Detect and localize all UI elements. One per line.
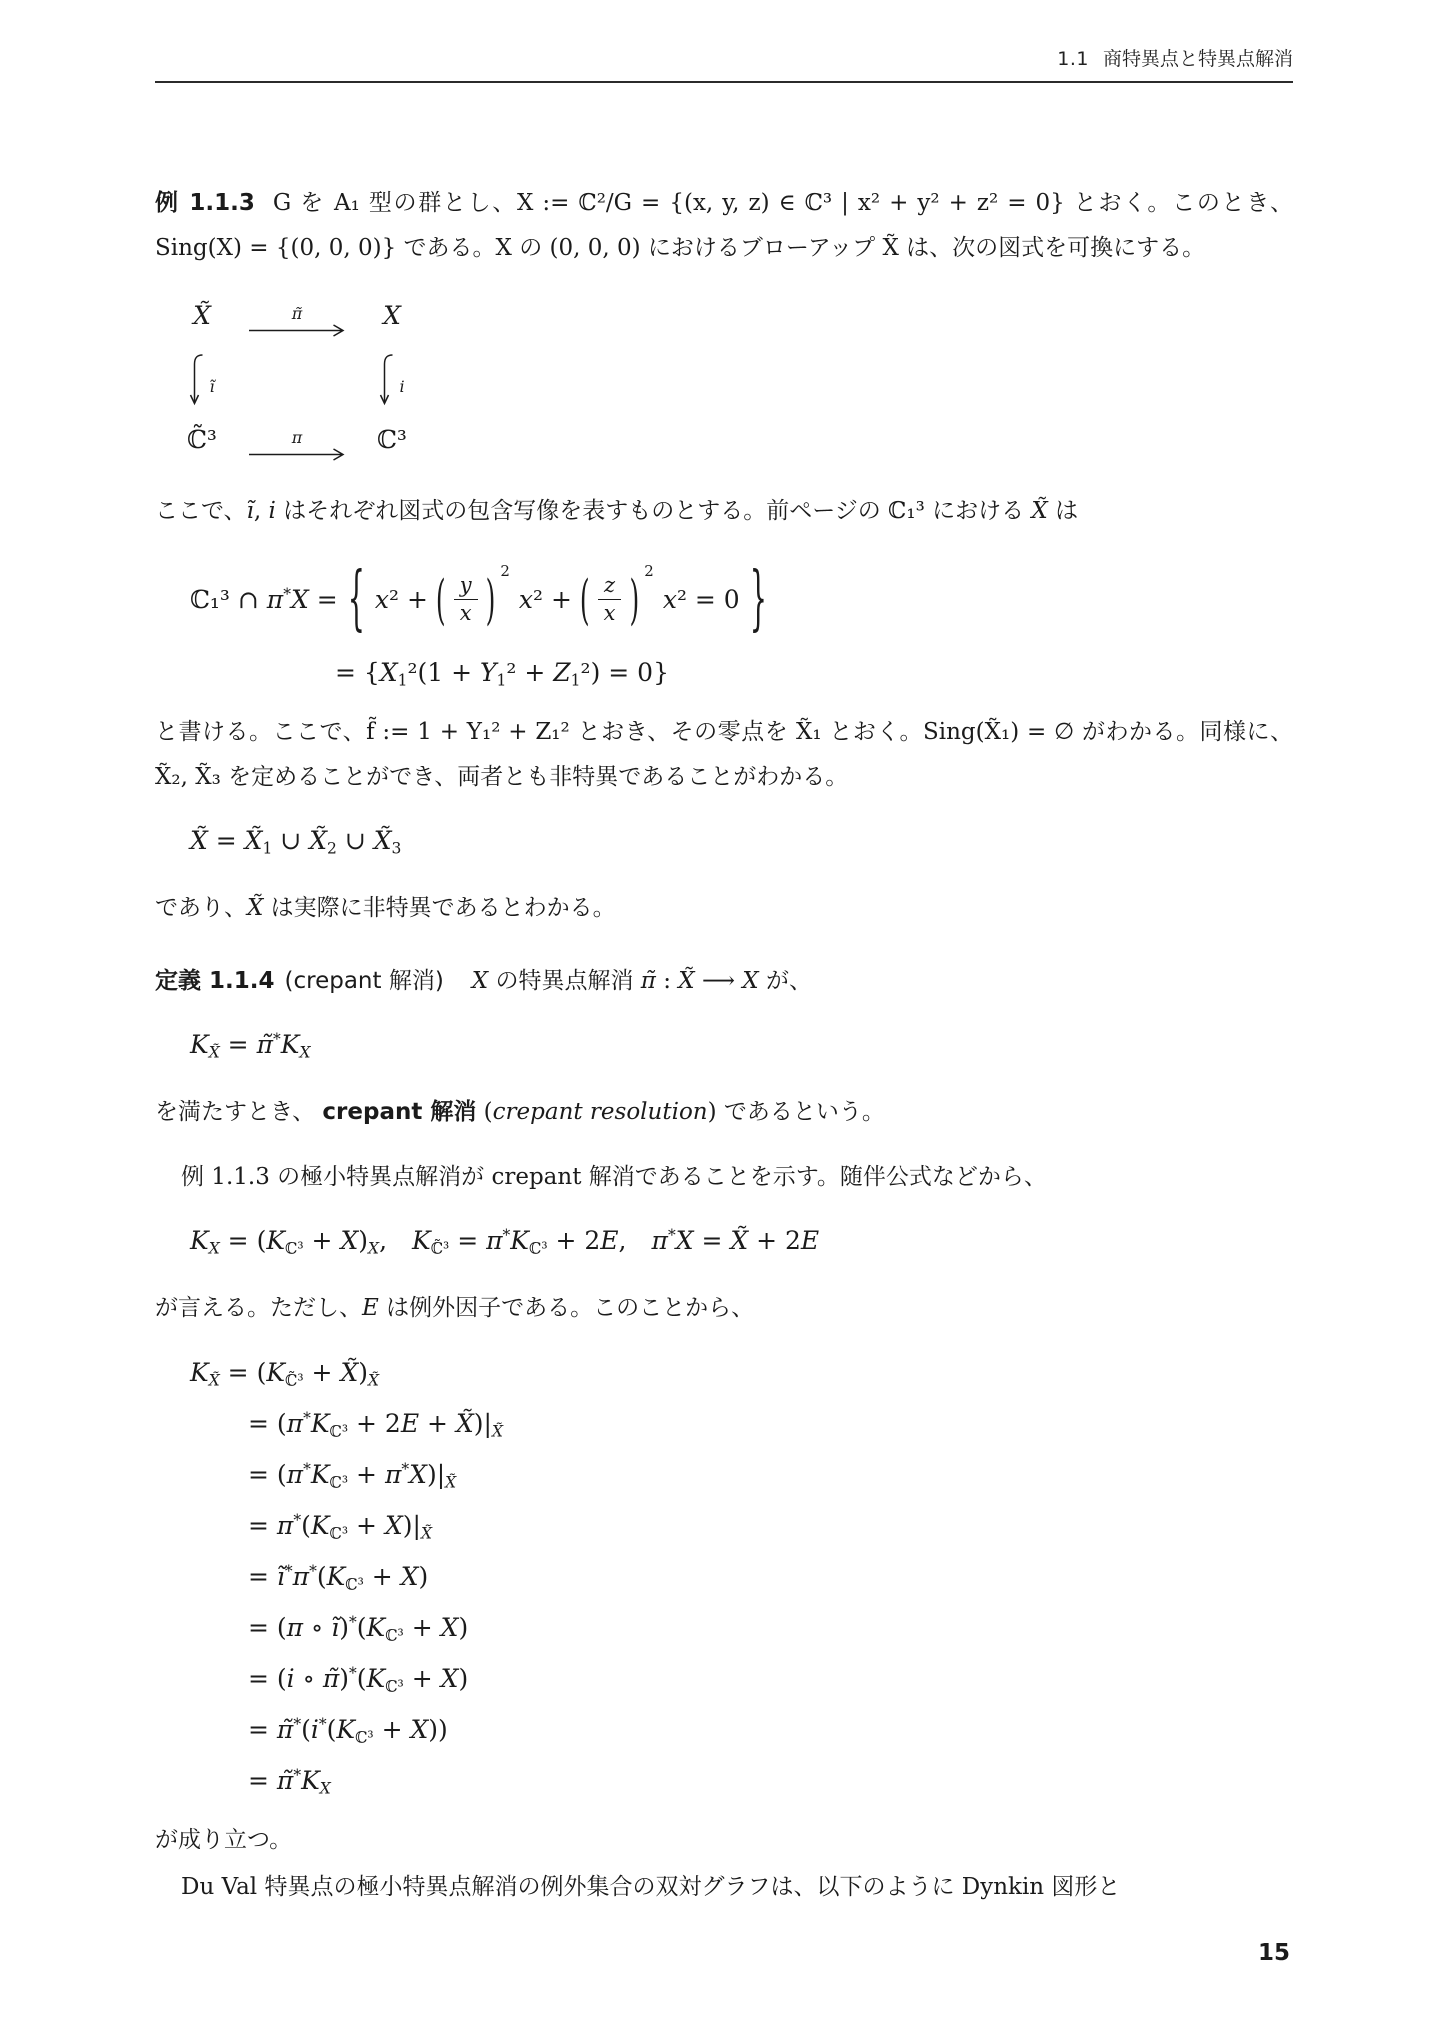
- exponent: 2: [644, 562, 654, 580]
- cd-left-hook-arrow: [163, 345, 241, 417]
- definition-label: 定義 1.1.4: [155, 968, 275, 994]
- derivation-line: = $\pi^*(K_{ℂ^3} + X)|_{X̃}$: [248, 1511, 432, 1543]
- paragraph-crepant: [155, 1090, 1293, 1135]
- paren-close: ): [485, 567, 496, 631]
- eq-term3: x² = 0: [662, 584, 740, 614]
- cd-node-x: X: [383, 300, 401, 330]
- definition-text: X の特異点解消 π̃ : X̃ ⟶ X が、: [471, 968, 812, 994]
- eq-term1: x² +: [374, 584, 428, 614]
- derivation-line: = $\pĩ^*K_X$: [248, 1766, 331, 1798]
- cd-node-c3: ℂ³: [377, 424, 407, 454]
- cd-bottom-arrow-label: π: [291, 428, 303, 447]
- equation-adjunction: $K_X = (K_{ℂ^3} + X)_X$, $K_{ℂ̃^3} = \pi^*K_{ℂ^3} + 2E$, π*X = X̃ + 2E: [190, 1226, 820, 1258]
- numerator: z: [598, 573, 621, 599]
- brace-close: }: [749, 558, 767, 640]
- denominator: x: [459, 600, 472, 625]
- fraction-y-over-x: [454, 573, 478, 624]
- page-number: 15: [1257, 1940, 1290, 1966]
- brace-open: {: [347, 558, 365, 640]
- definition-sublabel: (crepant 解消): [284, 968, 444, 994]
- crepant-pre: を満たすとき、: [155, 1099, 323, 1125]
- crepant-italic: crepant resolution: [492, 1099, 708, 1125]
- crepant-bold: crepant 解消: [322, 1099, 477, 1125]
- cd-bottom-arrow: [241, 417, 353, 469]
- eq-term2: x² +: [518, 584, 572, 614]
- paragraph-kokode: ここで、ĩ, i はそれぞれ図式の包含写像を表すものとする。前ページの ℂ₁³ における X̃ は: [155, 498, 1079, 524]
- cd-top-arrow-label: π̃: [291, 304, 303, 323]
- cd-right-arrow-label: i: [399, 376, 405, 396]
- derivation-line: = ($\pi^*K_{ℂ^3} + 2E$ + $X̃)|_{X̃}$: [248, 1409, 503, 1441]
- example-label: 例 1.1.3: [155, 190, 255, 216]
- hook-down-arrow-icon: [189, 352, 205, 410]
- right-arrow-icon: [247, 323, 347, 337]
- right-arrow-icon: [247, 447, 347, 461]
- fraction-z-over-x: [598, 573, 622, 624]
- eq-lhs: ℂ₁³ ∩ π*X =: [190, 584, 338, 614]
- example-text: G を A₁ 型の群とし、X := ℂ²/G = {(x, y, z) ∈ ℂ³ | x² + y² + z² = 0} とおく。このとき、Sing(X) = {(0, 0, 0)} である。X の (0, 0, 0) におけるブローアップ X̃ は、次の図式を可換にする。: [155, 190, 1293, 261]
- cd-top-arrow: [241, 293, 353, 345]
- derivation-line: = $(\pi^*K_{ℂ^3} + \pi^*X)|_{X̃}$: [248, 1460, 457, 1492]
- crepant-post: ) であるという。: [707, 1099, 885, 1125]
- paragraph-deari: であり、X̃ は実際に非特異であるとわかる。: [155, 895, 616, 921]
- commutative-diagram: [163, 293, 1293, 469]
- paren-open: (: [435, 567, 446, 631]
- cd-left-arrow-label: ĩ: [209, 376, 215, 396]
- spacer: [155, 83, 1293, 161]
- page-header: [155, 0, 1293, 71]
- section-title: 商特異点と特異点解消: [1102, 48, 1293, 70]
- paren-close: ): [629, 567, 640, 631]
- exponent: 2: [500, 562, 510, 580]
- definition-paragraph: [155, 959, 1293, 1004]
- equation-blowup-line2: = $\{X_1^2(1 + Y_1^2 + Z_1^2) = 0\}$: [335, 658, 669, 690]
- example-paragraph: [155, 181, 1293, 271]
- paragraph-minimal: 例 1.1.3 の極小特異点解消が crepant 解消であることを示す。随伴公式などから、: [181, 1164, 1047, 1190]
- equation-blowup: [190, 556, 1293, 642]
- paragraph-naritatsu: が成り立つ。: [155, 1827, 293, 1853]
- derivation-block: [190, 1347, 1293, 1806]
- equation-canonical: $K_{X̃}$ = $\pĩ^*K_X$: [190, 1030, 311, 1062]
- derivation-line: = $\pĩ^*(i^*(K_{ℂ^3} + X))$: [248, 1715, 448, 1747]
- paragraph-gaieru: が言える。ただし、E は例外因子である。このことから、: [155, 1295, 755, 1321]
- equation-union: X̃ = $X̃_1$ ∪ $X̃_2$ ∪ $X̃_3$: [190, 826, 402, 858]
- paragraph-duval: Du Val 特異点の極小特異点解消の例外集合の双対グラフは、以下のように Dynkin 図形と: [181, 1874, 1121, 1900]
- derivation-line: = (π ∘ $ĩ)^*(K_{ℂ^3} + X)$: [248, 1613, 469, 1645]
- denominator: x: [603, 600, 616, 625]
- cd-node-c3-tilde: ℂ̃³: [187, 424, 217, 454]
- derivation-line: = (i ∘ $\pĩ)^*(K_{ℂ^3} + X)$: [248, 1664, 469, 1696]
- numerator: y: [454, 573, 478, 599]
- hook-down-arrow-icon: [379, 352, 395, 410]
- paragraph-kakeru: と書ける。ここで、f̃ := 1 + Y₁² + Z₁² とおき、その零点を X̃₁ とおく。Sing(X̃₁) = ∅ がわかる。同様に、X̃₂, X̃₃ を定めることができ、両者とも非特異であることがわかる。: [155, 719, 1293, 790]
- cd-node-x-tilde: X̃: [193, 300, 211, 330]
- section-number: 1.1: [1057, 48, 1089, 70]
- cd-right-hook-arrow: [353, 345, 431, 417]
- crepant-mid: (: [476, 1099, 493, 1125]
- cd-center-empty: [241, 345, 353, 417]
- paren-open: (: [579, 567, 590, 631]
- derivation-line: = $ĩ^*\pi^*(K_{ℂ^3} + X)$: [248, 1562, 429, 1594]
- derivation-line: $K_{X̃} = (K_{ℂ̃^3}$ + $X̃)_{X̃}$: [190, 1358, 380, 1390]
